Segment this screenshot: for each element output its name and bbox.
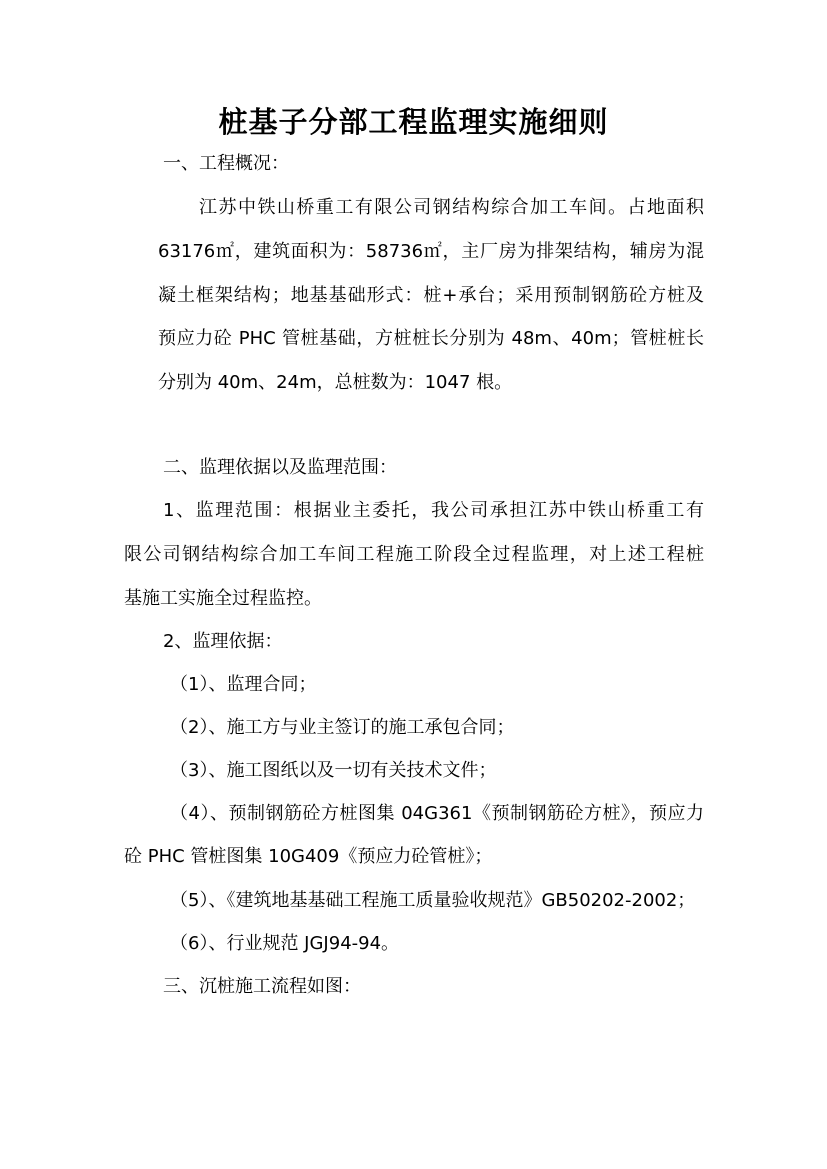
basis-item: （1）、监理合同；	[170, 674, 317, 695]
basis-item: （4）、预制钢筋砼方桩图集 04G361《预制钢筋砼方桩》，预应力	[170, 803, 704, 824]
basis-item: （2）、施工方与业主签订的施工承包合同；	[170, 717, 515, 738]
basis-heading: 2、监理依据：	[163, 631, 283, 652]
section-1-paragraph-line: 凝土框架结构；地基基础形式：桩+承台；采用预制钢筋砼方桩及	[158, 285, 704, 306]
section-3-heading: 三、沉桩施工流程如图：	[163, 976, 361, 997]
section-1-heading: 一、工程概况：	[163, 153, 289, 174]
basis-item: （3）、施工图纸以及一切有关技术文件；	[170, 760, 497, 781]
scope-line: 基施工实施全过程监控。	[124, 588, 322, 609]
document-title: 桩基子分部工程监理实施细则	[218, 105, 609, 139]
scope-line: 1、监理范围：根据业主委托，我公司承担江苏中铁山桥重工有	[163, 500, 704, 521]
section-1-paragraph-line: 江苏中铁山桥重工有限公司钢结构综合加工车间。占地面积	[199, 197, 704, 218]
scope-line: 限公司钢结构综合加工车间工程施工阶段全过程监理，对上述工程桩	[124, 544, 704, 565]
section-2-heading: 二、监理依据以及监理范围：	[163, 457, 397, 478]
basis-item: （6）、行业规范 JGJ94-94。	[170, 933, 400, 954]
section-1-paragraph-line: 63176㎡，建筑面积为：58736㎡，主厂房为排架结构，辅房为混	[158, 241, 704, 262]
basis-item: （5）、《建筑地基基础工程施工质量验收规范》GB50202-2002；	[170, 890, 696, 911]
section-1-paragraph-line: 分别为 40m、24m，总桩数为：1047 根。	[158, 372, 513, 393]
section-1-paragraph-line: 预应力砼 PHC 管桩基础，方桩桩长分别为 48m、40m；管桩桩长	[158, 328, 704, 349]
basis-item: 砼 PHC 管桩图集 10G409《预应力砼管桩》；	[124, 846, 493, 867]
